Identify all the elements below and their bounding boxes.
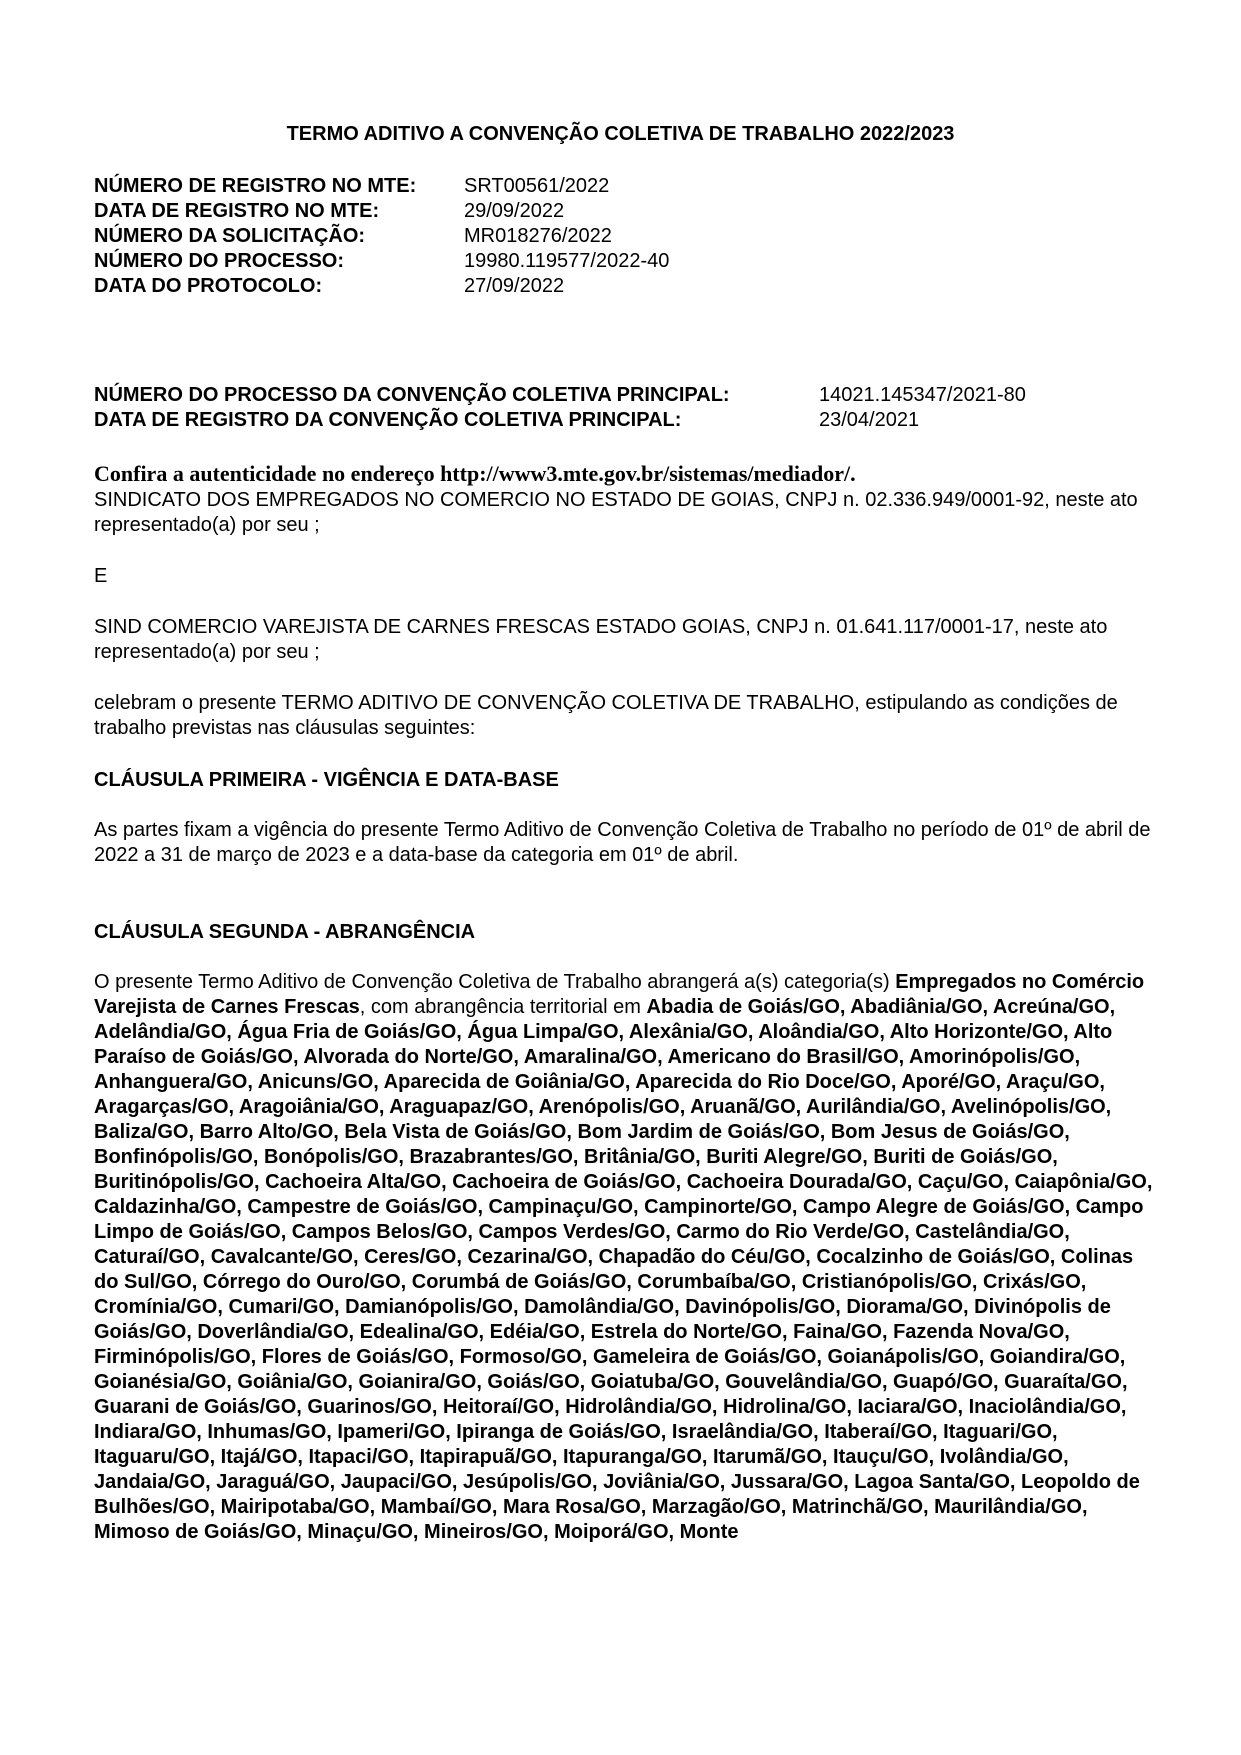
registration-row — [94, 174, 669, 199]
principal-value: 23/04/2021 — [819, 409, 920, 431]
registration-label: DATA DO PROTOCOLO: — [94, 275, 323, 297]
registration-value: 27/09/2022 — [464, 275, 565, 297]
principal-value: 14021.145347/2021-80 — [819, 384, 1026, 406]
principal-convention-block — [94, 383, 1026, 433]
principal-label: DATA DE REGISTRO DA CONVENÇÃO COLETIVA PRINCIPAL: — [94, 409, 682, 431]
conjunction: E — [94, 565, 108, 587]
clause-one-heading: CLÁUSULA PRIMEIRA - VIGÊNCIA E DATA-BASE — [94, 769, 559, 791]
registration-block — [94, 174, 669, 299]
registration-label: NÚMERO DA SOLICITAÇÃO: — [94, 225, 366, 247]
principal-label: NÚMERO DO PROCESSO DA CONVENÇÃO COLETIVA PRINCIPAL: — [94, 384, 730, 406]
celebration-text: celebram o presente TERMO ADITIVO DE CONVENÇÃO COLETIVA DE TRABALHO, estipulando as condições de trabalho previstas nas cláusulas seguintes: — [94, 692, 1118, 739]
clause-two-territories: Abadia de Goiás/GO, Abadiânia/GO, Acreúna/GO, Adelândia/GO, Água Fria de Goiás/GO, Água Limpa/GO, Alexânia/GO, Aloândia/GO, Alto Horizonte/GO, Alto Paraíso de Goiás/GO, Alvorada do Norte/GO, Amaralina/GO, Americano do Brasil/GO, Amorinópolis/GO, Anhanguera/GO, Anicuns/GO, Aparecida de Goiânia/GO, Aparecida do Rio Doce/GO, Aporé/GO, Araçu/GO, Aragarças/GO, Aragoiânia/GO, Araguapaz/GO, Arenópolis/GO, Aruanã/GO, Aurilândia/GO, Avelinópolis/GO, Baliza/GO, Barro Alto/GO, Bela Vista de Goiás/GO, Bom Jardim de Goiás/GO, Bom Jesus de Goiás/GO, Bonfinópolis/GO, Bonópolis/GO, Brazabrantes/GO, Britânia/GO, Buriti Alegre/GO, Buriti de Goiás/GO, Buritinópolis/GO, Cachoeira Alta/GO, Cachoeira de Goiás/GO, Cachoeira Dourada/GO, Caçu/GO, Caiapônia/GO, Caldazinha/GO, Campestre de Goiás/GO, Campinaçu/GO, Campinorte/GO, Campo Alegre de Goiás/GO, Campo Limpo de Goiás/GO, Campos Belos/GO, Campos Verdes/GO, Carmo do Rio Verde/GO, Castelândia/GO, Caturaí/GO, Cavalcante/GO, Ceres/GO, Cezarina/GO, Chapadão do Céu/GO, Cocalzinho de Goiás/GO, Colinas do Sul/GO, Córrego do Ouro/GO, Corumbá de Goiás/GO, Corumbaíba/GO, Cristianópolis/GO, Crixás/GO, Cromínia/GO, Cumari/GO, Damianópolis/GO, Damolândia/GO, Davinópolis/GO, Diorama/GO, Divinópolis de Goiás/GO, Doverlândia/GO, Edealina/GO, Edéia/GO, Estrela do Norte/GO, Faina/GO, Fazenda Nova/GO, Firminópolis/GO, Flores de Goiás/GO, Formoso/GO, Gameleira de Goiás/GO, Goianápolis/GO, Goiandira/GO, Goianésia/GO, Goiânia/GO, Goianira/GO, Goiás/GO, Goiatuba/GO, Gouvelândia/GO, Guapó/GO, Guaraíta/GO, Guarani de Goiás/GO, Guarinos/GO, Heitoraí/GO, Hidrolândia/GO, Hidrolina/GO, Iaciara/GO, Inaciolândia/GO, Indiara/GO, Inhumas/GO, Ipameri/GO, Ipiranga de Goiás/GO, Israelândia/GO, Itaberaí/GO, Itaguari/GO, Itaguaru/GO, Itajá/GO, Itapaci/GO, Itapirapuã/GO, Itapuranga/GO, Itarumã/GO, Itauçu/GO, Ivolândia/GO, Jandaia/GO, Jaraguá/GO, Jaupaci/GO, Jesúpolis/GO, Joviânia/GO, Jussara/GO, Lagoa Santa/GO, Leopoldo de Bulhões/GO, Mairipotaba/GO, Mambaí/GO, Mara Rosa/GO, Marzagão/GO, Matrinchã/GO, Maurilândia/GO, Mimoso de Goiás/GO, Minaçu/GO, Mineiros/GO, Moiporá/GO, Monte — [94, 996, 1153, 1543]
clause-two-mid: , com abrangência territorial em — [359, 996, 647, 1018]
registration-row — [94, 249, 669, 274]
clause-one-text: As partes fixam a vigência do presente Termo Aditivo de Convenção Coletiva de Trabalho no período de 01º de abril de 2022 a 31 de março de 2023 e a data-base da categoria em 01º de abril. — [94, 819, 1151, 866]
registration-value: MR018276/2022 — [464, 225, 612, 247]
registration-value: 19980.119577/2022-40 — [464, 250, 670, 272]
registration-label: NÚMERO DE REGISTRO NO MTE: — [94, 175, 417, 197]
authenticity-notice: Confira a autenticidade no endereço http://www3.mte.gov.br/sistemas/mediador/. — [94, 461, 856, 486]
registration-row — [94, 224, 669, 249]
registration-row — [94, 274, 669, 299]
registration-value: 29/09/2022 — [464, 200, 565, 222]
party-two: SIND COMERCIO VAREJISTA DE CARNES FRESCAS ESTADO GOIAS, CNPJ n. 01.641.117/0001-17, neste ato representado(a) por seu ; — [94, 616, 1108, 663]
registration-label: DATA DE REGISTRO NO MTE: — [94, 200, 380, 222]
clause-two-heading: CLÁUSULA SEGUNDA - ABRANGÊNCIA — [94, 921, 476, 943]
principal-row — [94, 383, 1026, 408]
registration-row — [94, 199, 669, 224]
registration-label: NÚMERO DO PROCESSO: — [94, 250, 345, 272]
party-one: SINDICATO DOS EMPREGADOS NO COMERCIO NO ESTADO DE GOIAS, CNPJ n. 02.336.949/0001-92, neste ato representado(a) por seu ; — [94, 489, 1138, 536]
clause-two-intro: O presente Termo Aditivo de Convenção Coletiva de Trabalho abrangerá a(s) categoria(s) — [94, 971, 896, 993]
clause-two-text — [94, 970, 1156, 1545]
registration-value: SRT00561/2022 — [464, 175, 610, 197]
clause-two-category: Empregados no Comércio Varejista de Carnes Frescas — [94, 971, 1145, 1018]
document-title: TERMO ADITIVO A CONVENÇÃO COLETIVA DE TRABALHO 2022/2023 — [286, 123, 955, 145]
principal-row — [94, 408, 1026, 433]
